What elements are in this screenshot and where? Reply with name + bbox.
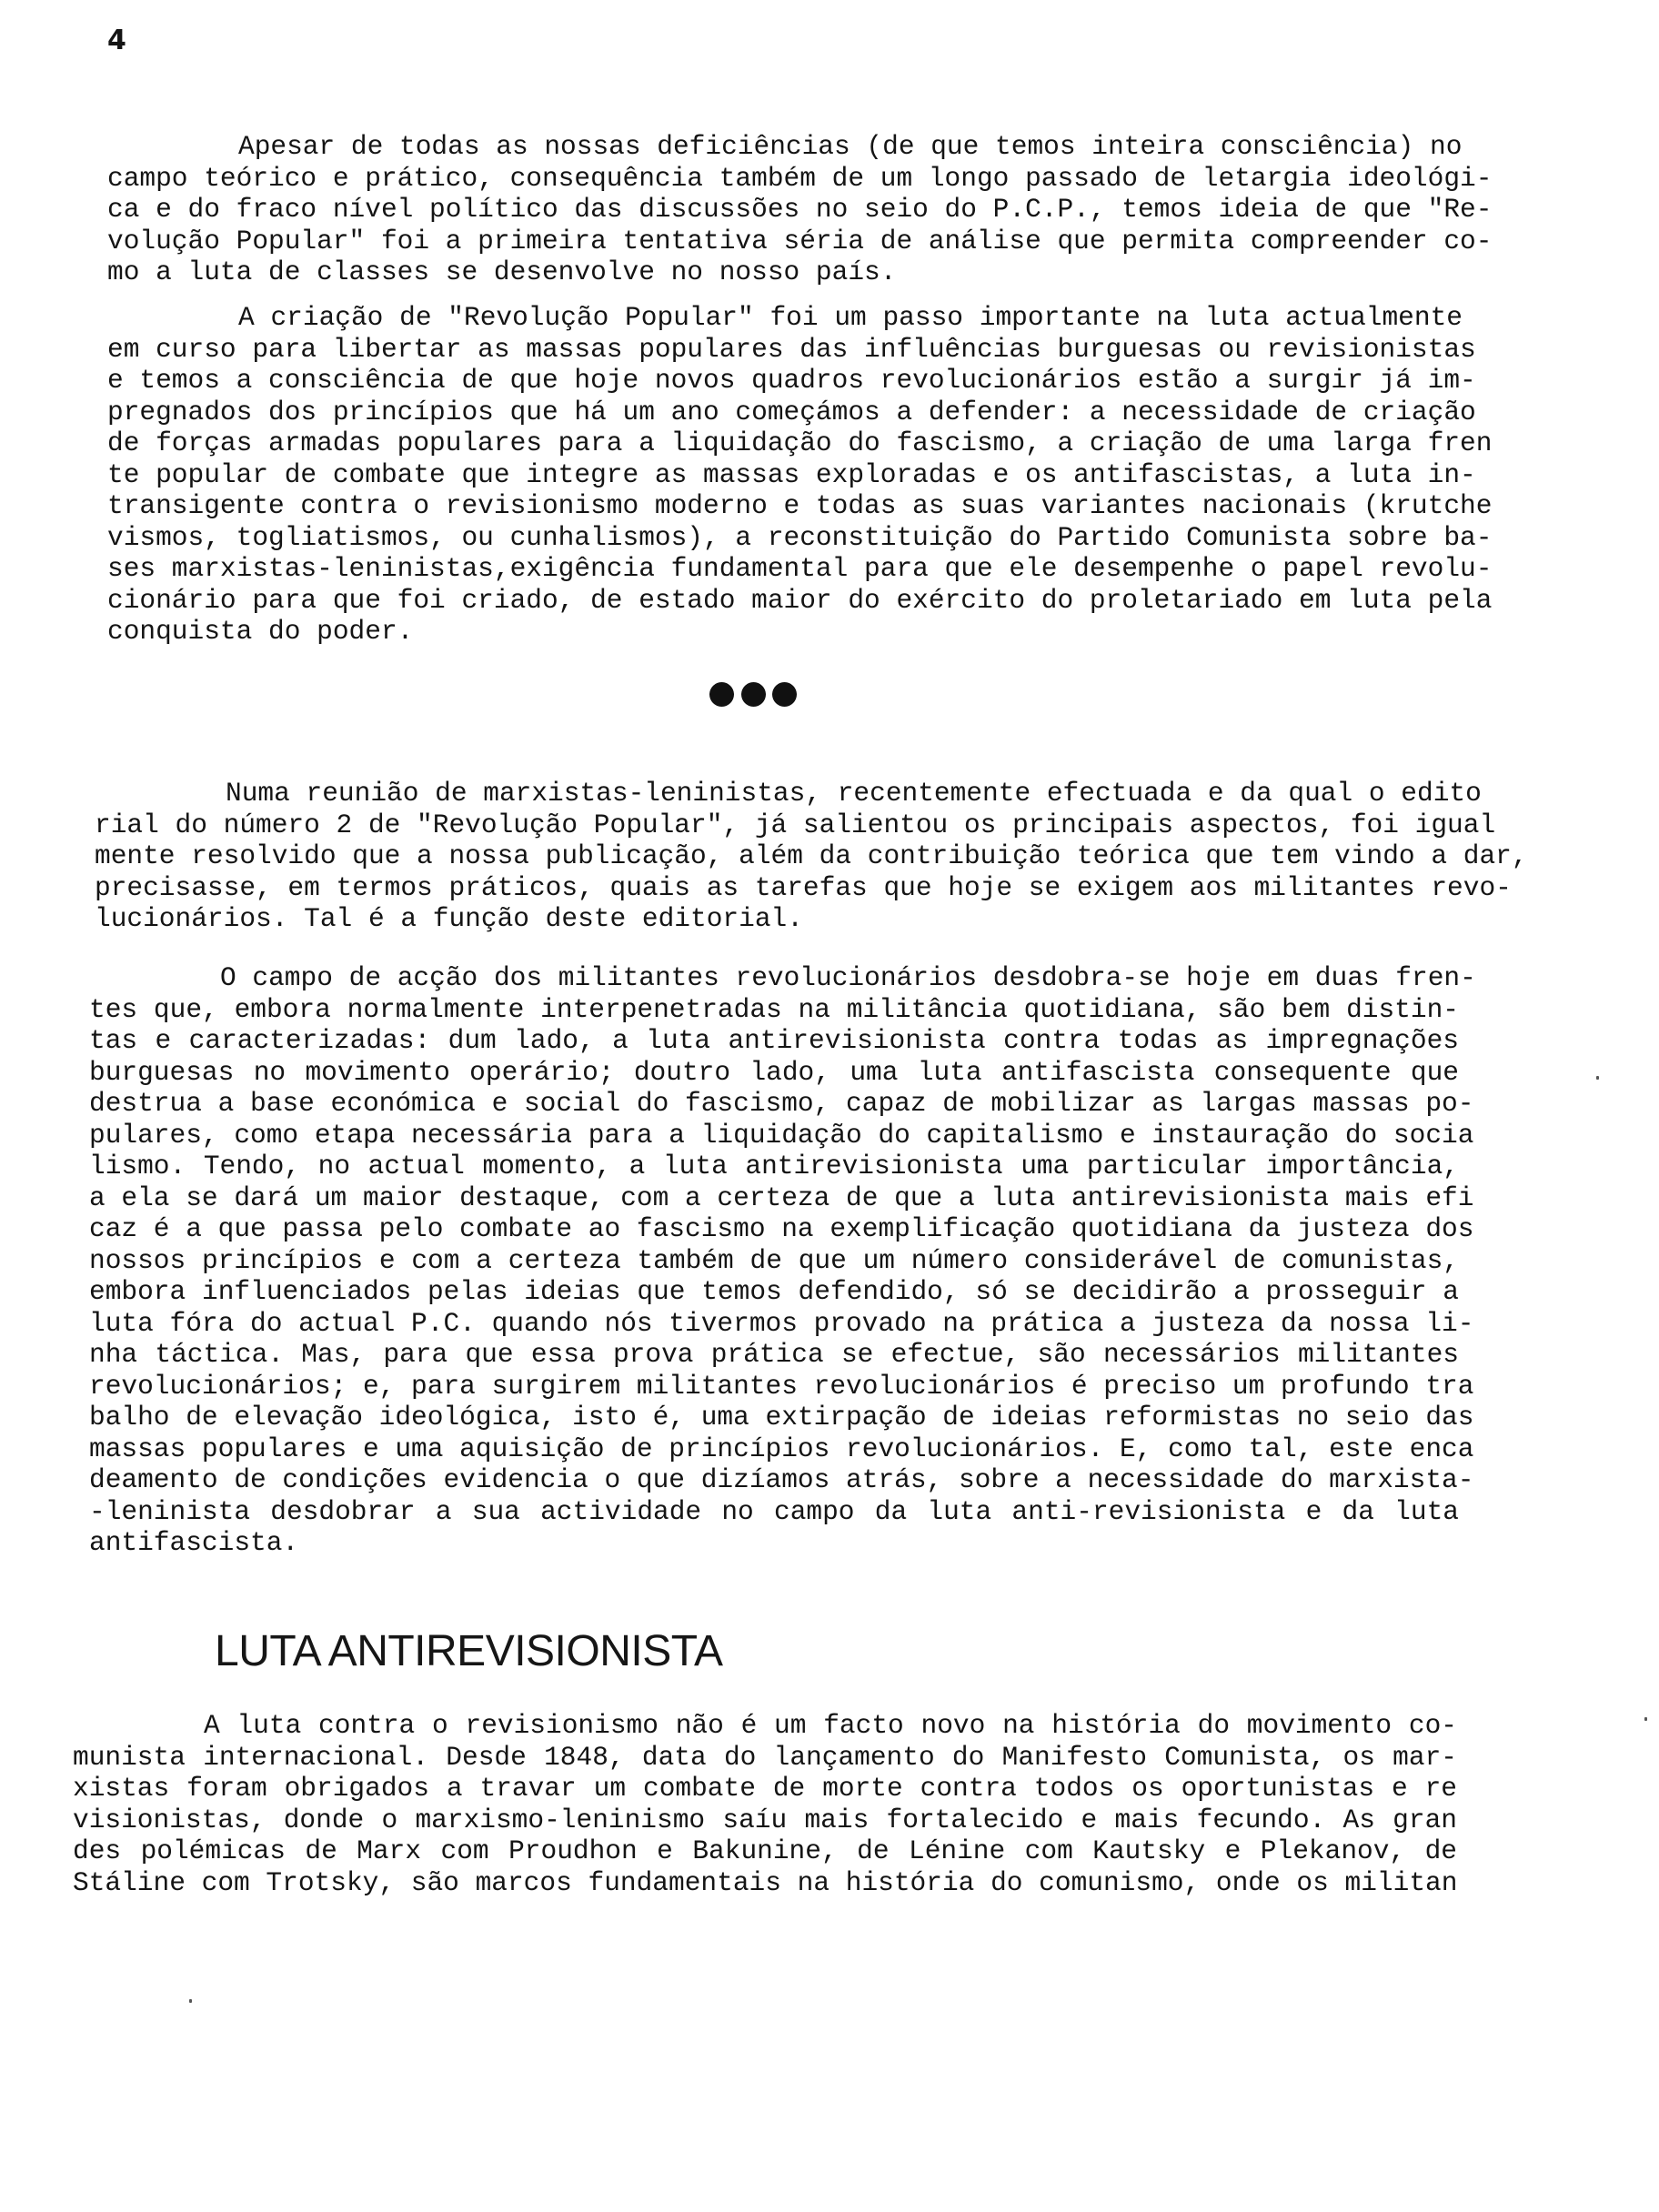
text-line: vismos, togliatismos, ou cunhalismos), a reconstituição do Partido Comunista sobre ba- (107, 521, 1493, 553)
text-line: des polémicas de Marx com Proudhon e Bakunine, de Lénine com Kautsky e Plekanov, de (73, 1835, 1457, 1866)
text-line: rial do número 2 de "Revolução Popular", já salientou os principais aspectos, foi igual (95, 809, 1496, 840)
text-line: pregnados dos princípios que há um ano começámos a defender: a necessidade de criação (107, 396, 1476, 427)
scan-speck (189, 1999, 192, 2003)
text-line: conquista do poder. (107, 616, 414, 647)
fronts-paragraph (89, 962, 1476, 1559)
text-line: munista internacional. Desde 1848, data do lançamento do Manifesto Comunista, os mar- (73, 1741, 1457, 1773)
text-line: volução Popular" foi a primeira tentativa séria de análise que permita compreender co- (107, 225, 1493, 256)
scan-speck (1596, 1076, 1599, 1080)
text-line: ses marxistas-leninistas,exigência fundamental para que ele desempenhe o papel revolu- (107, 553, 1493, 584)
section-heading: LUTA ANTIREVISIONISTA (215, 1627, 723, 1675)
text-line: Numa reunião de marxistas-leninistas, recentemente efectuada e da qual o edito (226, 778, 1482, 809)
text-line: xistas foram obrigados a travar um combate de morte contra todos os oportunistas e re (73, 1773, 1457, 1804)
text-line: embora influenciados pelas ideias que temos defendido, só se decidirão a prosseguir a (89, 1276, 1459, 1307)
text-line: e temos a consciência de que hoje novos quadros revolucionários estão a surgir já im- (107, 365, 1476, 396)
text-line: Apesar de todas as nossas deficiências (de que temos inteira consciência) no (238, 131, 1463, 162)
text-line: antifascista. (89, 1527, 299, 1558)
text-line: transigente contra o revisionismo moderno e todas as suas variantes nacionais (krutche (107, 490, 1493, 521)
text-line: tes que, embora normalmente interpenetradas na militância quotidiana, são bem distin- (89, 993, 1459, 1025)
creation-paragraph (107, 302, 1493, 648)
text-line: mo a luta de classes se desenvolve no nosso país. (107, 256, 897, 287)
text-line: massas populares e uma aquisição de princípios revolucionários. E, como tal, este enca (89, 1433, 1474, 1464)
bullet-icon (772, 682, 797, 707)
text-line: A criação de "Revolução Popular" foi um passo importante na luta actualmente (238, 302, 1463, 333)
text-line: luta fóra do actual P.C. quando nós tivermos provado na prática a justeza da nossa li- (89, 1307, 1474, 1339)
text-line: tas e caracterizadas: dum lado, a luta antirevisionista contra todas as impregnações (89, 1025, 1459, 1056)
text-line: deamento de condições evidencia o que dizíamos atrás, sobre a necessidade do marxista- (89, 1464, 1474, 1495)
text-line: balho de elevação ideológica, isto é, uma extirpação de ideias reformistas no seio das (89, 1402, 1474, 1433)
scan-speck (1644, 1717, 1647, 1721)
antirevisionist-paragraph (73, 1710, 1457, 1898)
bullet-icon (709, 682, 734, 707)
text-line: O campo de acção dos militantes revolucionários desdobra-se hoje em duas fren- (220, 962, 1476, 993)
text-line: pulares, como etapa necessária para a liquidação do capitalismo e instauração do socia (89, 1119, 1474, 1151)
text-line: nossos princípios e com a certeza também de que um número considerável de comunistas, (89, 1244, 1459, 1276)
text-line: a ela se dará um maior destaque, com a certeza de que a luta antirevisionista mais efi (89, 1181, 1474, 1213)
bullet-icon (741, 682, 766, 707)
text-line: destrua a base económica e social do fascismo, capaz de mobilizar as largas massas po- (89, 1088, 1474, 1119)
text-line: nha táctica. Mas, para que essa prova prática se efectue, são necessários militantes (89, 1339, 1459, 1370)
text-line: burguesas no movimento operário; doutro lado, uma luta antifascista consequente que (89, 1056, 1459, 1088)
page-number: 4 (107, 25, 126, 56)
text-line: mente resolvido que a nossa publicação, além da contribuição teórica que tem vindo a dar, (95, 840, 1528, 871)
three-dots-separator-icon (709, 680, 797, 708)
intro-paragraph (107, 131, 1493, 288)
text-line: cionário para que foi criado, de estado maior do exército do proletariado em luta pela (107, 584, 1493, 616)
text-line: revolucionários; e, para surgirem militantes revolucionários é preciso um profundo tra (89, 1370, 1474, 1402)
text-line: A luta contra o revisionismo não é um facto novo na história do movimento co- (204, 1710, 1457, 1741)
text-line: campo teórico e prático, consequência também de um longo passado de letargia ideológi- (107, 162, 1493, 194)
text-line: de forças armadas populares para a liquidação do fascismo, a criação de uma larga fren (107, 427, 1493, 458)
text-line: visionistas, donde o marxismo-leninismo saíu mais fortalecido e mais fecundo. As gran (73, 1804, 1457, 1835)
text-line: te popular de combate que integre as massas exploradas e os antifascistas, a luta in- (107, 458, 1476, 490)
text-line: precisasse, em termos práticos, quais as tarefas que hoje se exigem aos militantes revo- (95, 871, 1512, 903)
text-line: ca e do fraco nível político das discussões no seio do P.C.P., temos ideia de que "Re- (107, 194, 1493, 225)
text-line: -leninista desdobrar a sua actividade no campo da luta anti-revisionista e da luta (89, 1495, 1459, 1527)
text-line: lismo. Tendo, no actual momento, a luta antirevisionista uma particular importância, (89, 1151, 1459, 1181)
text-line: lucionários. Tal é a função deste editorial. (95, 903, 803, 934)
text-line: Stáline com Trotsky, são marcos fundamentais na história do comunismo, onde os militan (73, 1866, 1458, 1898)
text-line: caz é a que passa pelo combate ao fascismo na exemplificação quotidiana da justeza dos (89, 1213, 1474, 1244)
text-line: em curso para libertar as massas populares das influências burguesas ou revisionistas (107, 333, 1476, 365)
meeting-paragraph (95, 778, 1528, 935)
